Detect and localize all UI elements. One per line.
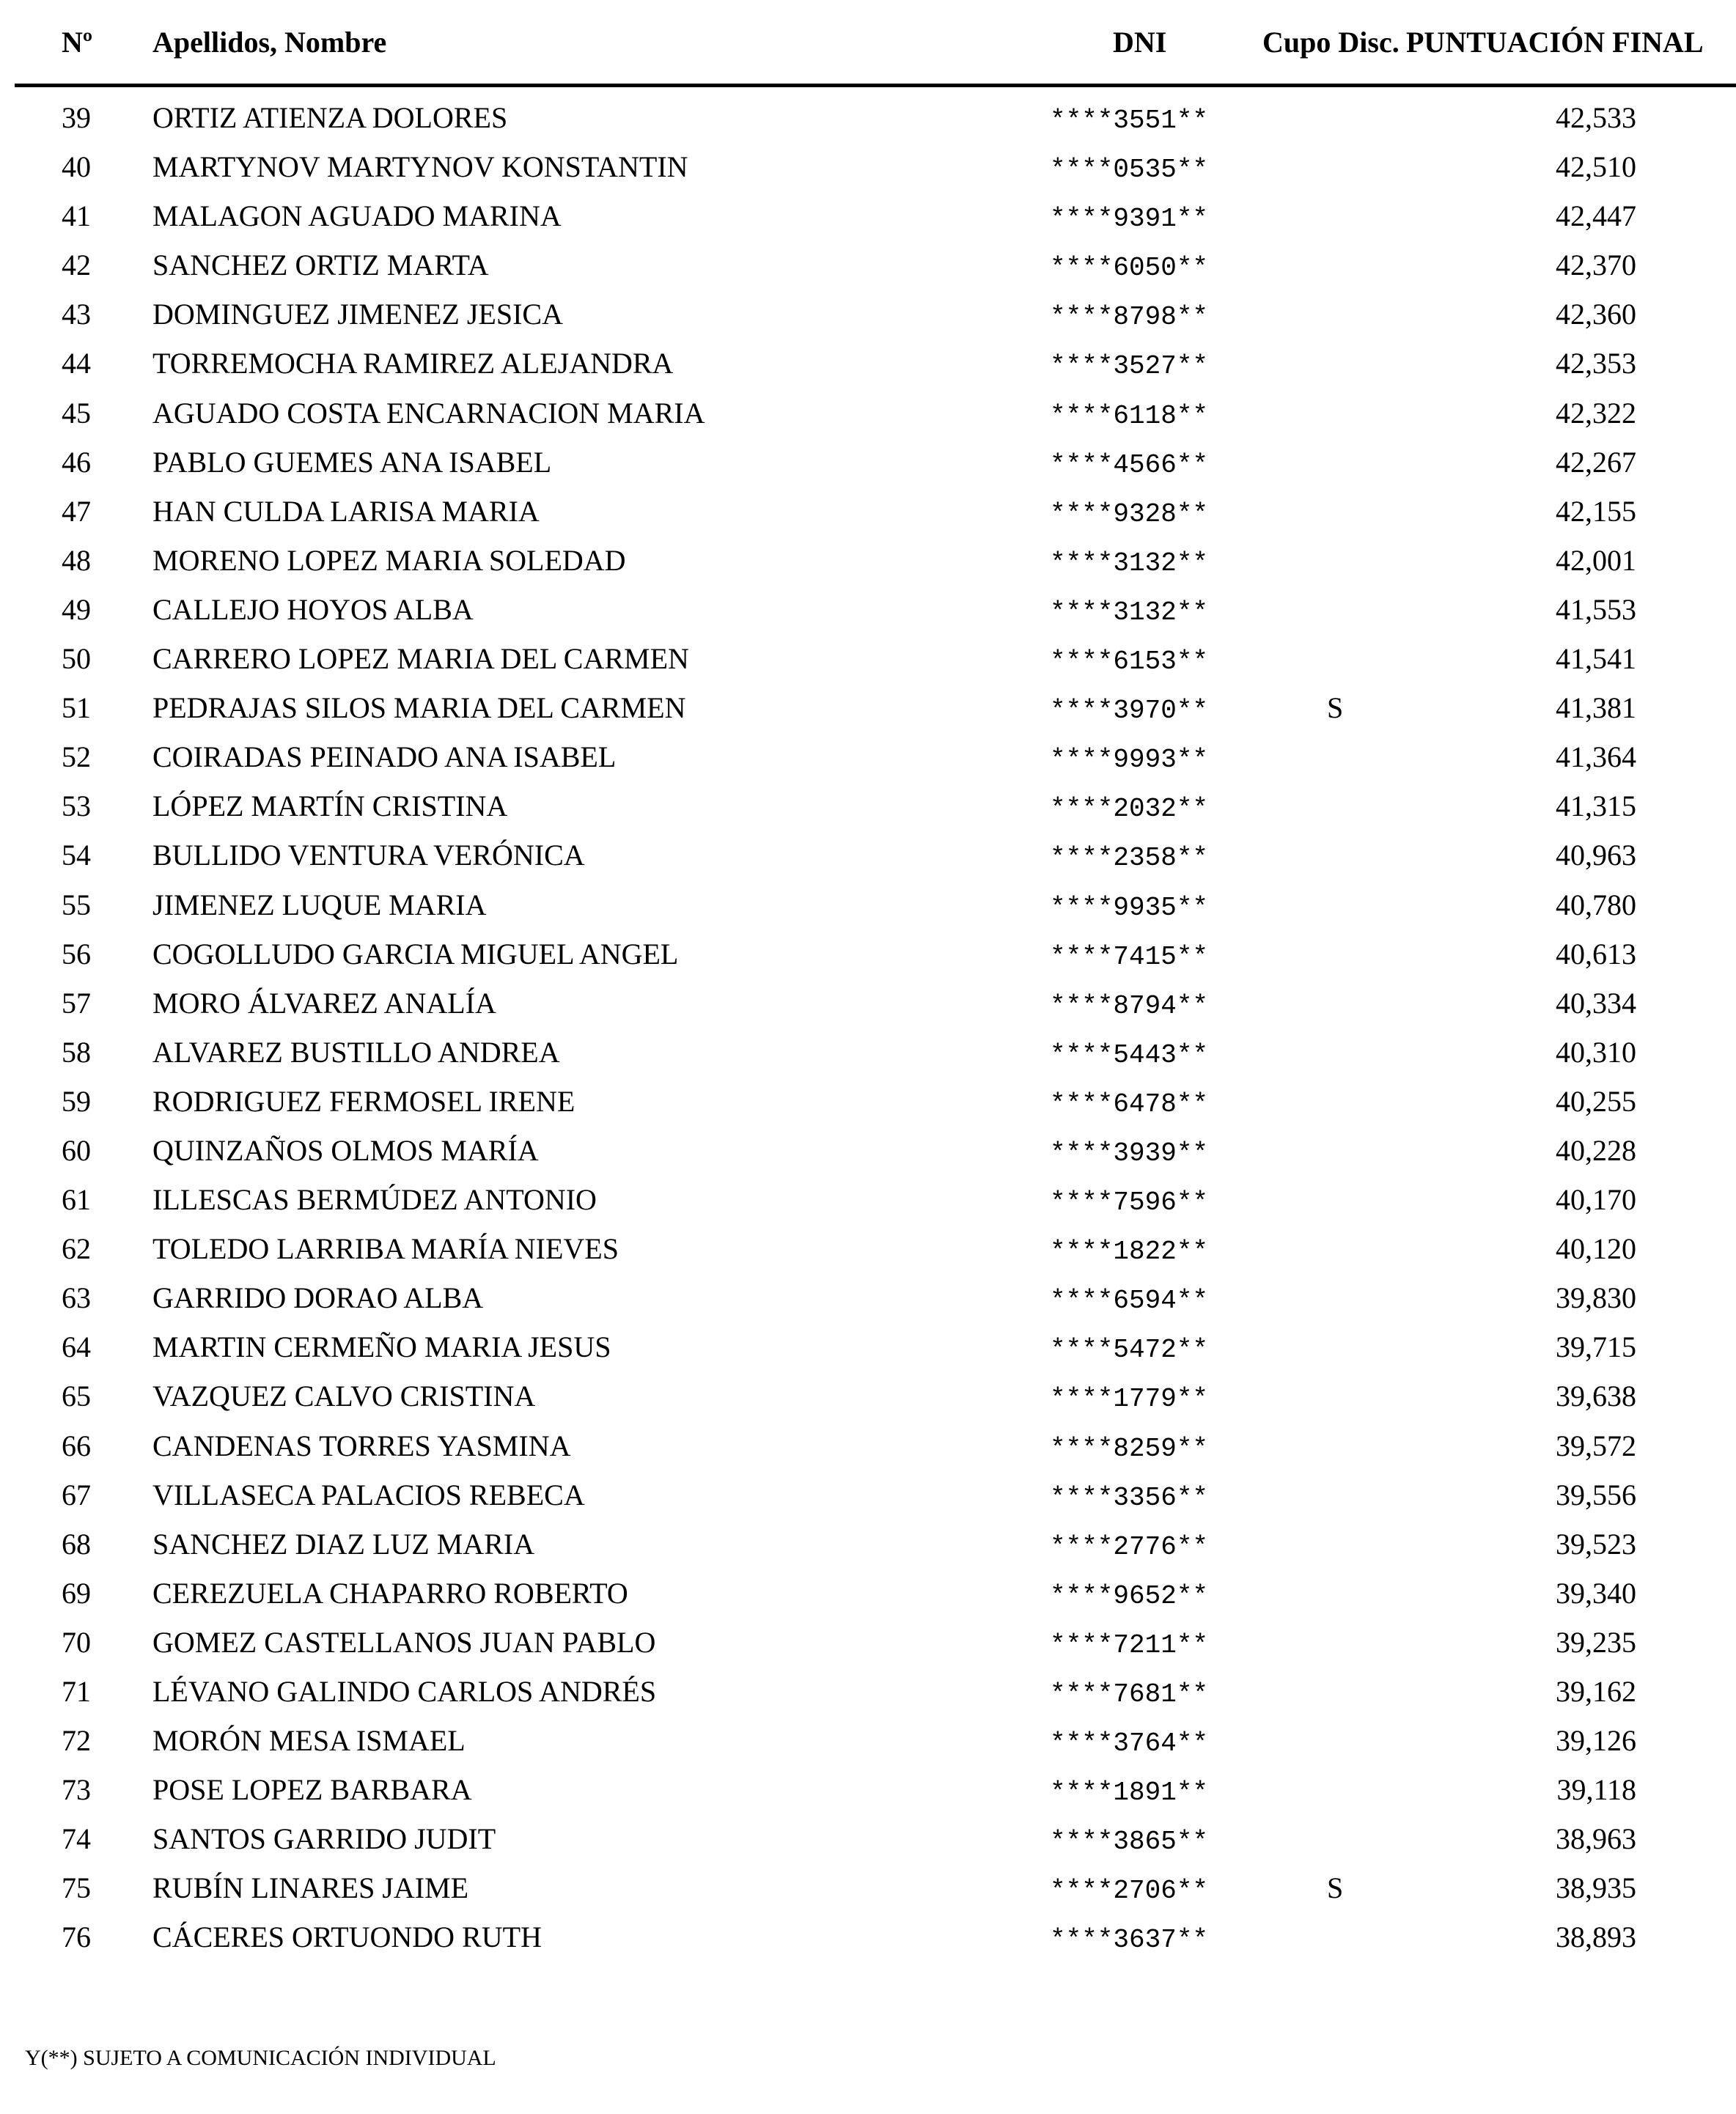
table-row xyxy=(0,1473,1736,1522)
row-number: 58 xyxy=(62,1035,91,1069)
row-name: MALAGON AGUADO MARINA xyxy=(152,199,562,233)
table-row xyxy=(0,1031,1736,1080)
row-puntuacion: 40,963 xyxy=(1556,839,1636,872)
row-puntuacion: 40,120 xyxy=(1556,1232,1636,1266)
row-puntuacion: 42,447 xyxy=(1556,199,1636,233)
table-row xyxy=(0,883,1736,932)
row-number: 42 xyxy=(62,248,91,282)
row-puntuacion: 39,118 xyxy=(1556,1773,1636,1807)
table-row xyxy=(0,637,1736,686)
row-number: 47 xyxy=(62,494,91,528)
row-dni: ****7681** xyxy=(1050,1679,1209,1709)
table-row xyxy=(0,1522,1736,1572)
row-name: VAZQUEZ CALVO CRISTINA xyxy=(152,1380,536,1413)
table-row xyxy=(0,1866,1736,1915)
row-name: MORO ÁLVAREZ ANALÍA xyxy=(152,986,496,1020)
row-name: AGUADO COSTA ENCARNACION MARIA xyxy=(152,396,705,430)
row-number: 61 xyxy=(62,1183,91,1217)
row-dni: ****1822** xyxy=(1050,1237,1209,1267)
row-dni: ****3637** xyxy=(1050,1925,1209,1956)
header-divider xyxy=(15,84,1736,87)
row-puntuacion: 40,310 xyxy=(1556,1035,1636,1069)
row-puntuacion: 42,360 xyxy=(1556,298,1636,331)
table-row xyxy=(0,391,1736,441)
row-name: RUBÍN LINARES JAIME xyxy=(152,1871,469,1905)
row-puntuacion: 42,267 xyxy=(1556,445,1636,479)
table-row xyxy=(0,1572,1736,1621)
row-number: 53 xyxy=(62,789,91,823)
row-name: HAN CULDA LARISA MARIA xyxy=(152,494,540,528)
table-row xyxy=(0,735,1736,784)
row-puntuacion: 42,155 xyxy=(1556,494,1636,528)
table-row xyxy=(0,490,1736,539)
table-row xyxy=(0,1080,1736,1129)
table-row xyxy=(0,342,1736,391)
row-name: SANTOS GARRIDO JUDIT xyxy=(152,1822,496,1856)
row-number: 49 xyxy=(62,592,91,626)
row-puntuacion: 40,613 xyxy=(1556,937,1636,971)
row-name: ILLESCAS BERMÚDEZ ANTONIO xyxy=(152,1183,597,1217)
table-row xyxy=(0,1276,1736,1325)
table-row xyxy=(0,292,1736,342)
table-row xyxy=(0,1768,1736,1817)
table-row xyxy=(0,1374,1736,1424)
row-puntuacion: 40,170 xyxy=(1556,1183,1636,1217)
row-puntuacion: 40,228 xyxy=(1556,1133,1636,1167)
row-number: 70 xyxy=(62,1625,91,1659)
row-dni: ****9935** xyxy=(1050,892,1209,923)
row-number: 64 xyxy=(62,1330,91,1364)
header-name: Apellidos, Nombre xyxy=(152,26,387,59)
row-name: MARTIN CERMEÑO MARIA JESUS xyxy=(152,1330,611,1364)
row-name: PABLO GUEMES ANA ISABEL xyxy=(152,445,552,479)
table-row xyxy=(0,932,1736,982)
row-dni: ****7415** xyxy=(1050,941,1209,972)
row-puntuacion: 39,235 xyxy=(1556,1625,1636,1659)
row-number: 63 xyxy=(62,1281,91,1315)
row-name: CARRERO LOPEZ MARIA DEL CARMEN xyxy=(152,642,689,676)
row-puntuacion: 39,126 xyxy=(1556,1724,1636,1758)
row-puntuacion: 38,893 xyxy=(1556,1920,1636,1954)
table-body xyxy=(0,96,1736,1965)
row-puntuacion: 38,963 xyxy=(1556,1822,1636,1856)
row-number: 76 xyxy=(62,1920,91,1954)
row-dni: ****2776** xyxy=(1050,1531,1209,1562)
row-number: 39 xyxy=(62,101,91,134)
header-number: Nº xyxy=(62,26,93,59)
table-row xyxy=(0,539,1736,588)
row-name: TOLEDO LARRIBA MARÍA NIEVES xyxy=(152,1232,619,1266)
row-name: VILLASECA PALACIOS REBECA xyxy=(152,1478,585,1511)
row-name: ALVAREZ BUSTILLO ANDREA xyxy=(152,1035,560,1069)
row-puntuacion: 39,715 xyxy=(1556,1330,1636,1364)
row-puntuacion: 39,340 xyxy=(1556,1576,1636,1610)
row-number: 60 xyxy=(62,1133,91,1167)
row-number: 67 xyxy=(62,1478,91,1511)
table-row xyxy=(0,1817,1736,1866)
table-row xyxy=(0,1670,1736,1719)
table-row xyxy=(0,833,1736,883)
row-puntuacion: 39,830 xyxy=(1556,1281,1636,1315)
row-dni: ****8794** xyxy=(1050,990,1209,1021)
row-dni: ****2358** xyxy=(1050,843,1209,874)
row-name: GARRIDO DORAO ALBA xyxy=(152,1281,484,1315)
row-name: LÉVANO GALINDO CARLOS ANDRÉS xyxy=(152,1675,657,1708)
row-number: 54 xyxy=(62,839,91,872)
row-dni: ****2032** xyxy=(1050,794,1209,825)
row-dni: ****9328** xyxy=(1050,498,1209,529)
row-name: TORREMOCHA RAMIREZ ALEJANDRA xyxy=(152,347,674,380)
row-name: CANDENAS TORRES YASMINA xyxy=(152,1429,571,1462)
row-number: 71 xyxy=(62,1675,91,1708)
row-dni: ****3551** xyxy=(1050,106,1209,136)
row-number: 62 xyxy=(62,1232,91,1266)
row-name: SANCHEZ DIAZ LUZ MARIA xyxy=(152,1527,535,1561)
row-dni: ****3970** xyxy=(1050,696,1209,726)
row-puntuacion: 42,322 xyxy=(1556,396,1636,430)
row-number: 59 xyxy=(62,1084,91,1118)
table-row xyxy=(0,1424,1736,1473)
row-dni: ****5472** xyxy=(1050,1335,1209,1366)
row-dni: ****3132** xyxy=(1050,548,1209,578)
row-dni: ****9391** xyxy=(1050,204,1209,235)
row-dni: ****3356** xyxy=(1050,1482,1209,1513)
row-dni: ****3132** xyxy=(1050,597,1209,627)
row-puntuacion: 42,370 xyxy=(1556,248,1636,282)
row-number: 50 xyxy=(62,642,91,676)
row-number: 75 xyxy=(62,1871,91,1905)
table-row xyxy=(0,1915,1736,1964)
row-dni: ****2706** xyxy=(1050,1876,1209,1907)
row-dni: ****0535** xyxy=(1050,155,1209,185)
row-number: 57 xyxy=(62,986,91,1020)
row-dni: ****5443** xyxy=(1050,1039,1209,1070)
row-dni: ****1779** xyxy=(1050,1384,1209,1415)
table-row xyxy=(0,784,1736,833)
row-puntuacion: 39,572 xyxy=(1556,1429,1636,1462)
row-name: MARTYNOV MARTYNOV KONSTANTIN xyxy=(152,150,688,184)
row-number: 41 xyxy=(62,199,91,233)
row-name: GOMEZ CASTELLANOS JUAN PABLO xyxy=(152,1625,656,1659)
row-dni: ****6050** xyxy=(1050,253,1209,284)
row-name: CEREZUELA CHAPARRO ROBERTO xyxy=(152,1576,628,1610)
table-row xyxy=(0,145,1736,194)
row-number: 74 xyxy=(62,1822,91,1856)
table-row xyxy=(0,982,1736,1031)
table-row xyxy=(0,1719,1736,1768)
row-dni: ****6153** xyxy=(1050,647,1209,677)
row-puntuacion: 42,001 xyxy=(1556,543,1636,577)
row-number: 51 xyxy=(62,691,91,725)
row-dni: ****3527** xyxy=(1050,351,1209,382)
row-puntuacion: 41,553 xyxy=(1556,592,1636,626)
table-header xyxy=(0,0,1736,86)
row-puntuacion: 39,556 xyxy=(1556,1478,1636,1511)
row-name: PEDRAJAS SILOS MARIA DEL CARMEN xyxy=(152,691,686,725)
row-dni: ****1891** xyxy=(1050,1778,1209,1808)
table-row xyxy=(0,1227,1736,1276)
row-name: POSE LOPEZ BARBARA xyxy=(152,1773,472,1807)
row-number: 44 xyxy=(62,347,91,380)
row-number: 43 xyxy=(62,298,91,331)
row-dni: ****3939** xyxy=(1050,1138,1209,1168)
table-row xyxy=(0,441,1736,490)
table-row xyxy=(0,243,1736,292)
row-dni: ****9993** xyxy=(1050,745,1209,776)
row-puntuacion: 40,334 xyxy=(1556,986,1636,1020)
row-name: LÓPEZ MARTÍN CRISTINA xyxy=(152,789,508,823)
row-name: SANCHEZ ORTIZ MARTA xyxy=(152,248,489,282)
row-name: JIMENEZ LUQUE MARIA xyxy=(152,888,487,921)
row-dni: ****9652** xyxy=(1050,1580,1209,1611)
row-name: CALLEJO HOYOS ALBA xyxy=(152,592,474,626)
table-row xyxy=(0,1621,1736,1670)
table-row xyxy=(0,1325,1736,1374)
row-dni: ****8259** xyxy=(1050,1433,1209,1464)
row-name: MORENO LOPEZ MARIA SOLEDAD xyxy=(152,543,626,577)
row-puntuacion: 41,364 xyxy=(1556,740,1636,774)
row-puntuacion: 41,315 xyxy=(1556,789,1636,823)
table-row xyxy=(0,96,1736,145)
row-puntuacion: 41,381 xyxy=(1556,691,1636,725)
table-row xyxy=(0,588,1736,637)
row-number: 55 xyxy=(62,888,91,921)
row-name: QUINZAÑOS OLMOS MARÍA xyxy=(152,1133,539,1167)
row-number: 68 xyxy=(62,1527,91,1561)
row-dni: ****3865** xyxy=(1050,1827,1209,1857)
row-number: 52 xyxy=(62,740,91,774)
row-puntuacion: 41,541 xyxy=(1556,642,1636,676)
row-puntuacion: 39,523 xyxy=(1556,1527,1636,1561)
row-dni: ****4566** xyxy=(1050,449,1209,480)
row-name: ORTIZ ATIENZA DOLORES xyxy=(152,101,508,134)
row-dni: ****6594** xyxy=(1050,1286,1209,1316)
row-dni: ****7211** xyxy=(1050,1629,1209,1660)
table-row xyxy=(0,194,1736,243)
row-name: DOMINGUEZ JIMENEZ JESICA xyxy=(152,298,563,331)
row-name: COGOLLUDO GARCIA MIGUEL ANGEL xyxy=(152,937,679,971)
row-puntuacion: 40,780 xyxy=(1556,888,1636,921)
row-number: 56 xyxy=(62,937,91,971)
table-row xyxy=(0,1178,1736,1227)
row-dni: ****3764** xyxy=(1050,1728,1209,1759)
row-number: 73 xyxy=(62,1773,91,1807)
row-cupo-disc: S xyxy=(1327,1871,1344,1905)
row-dni: ****7596** xyxy=(1050,1187,1209,1218)
row-name: MORÓN MESA ISMAEL xyxy=(152,1724,466,1758)
row-number: 69 xyxy=(62,1576,91,1610)
row-puntuacion: 42,533 xyxy=(1556,101,1636,134)
row-puntuacion: 40,255 xyxy=(1556,1084,1636,1118)
row-number: 72 xyxy=(62,1724,91,1758)
header-puntuacion-final: PUNTUACIÓN FINAL xyxy=(1406,26,1704,59)
row-cupo-disc: S xyxy=(1327,691,1344,725)
row-name: CÁCERES ORTUONDO RUTH xyxy=(152,1920,542,1954)
row-puntuacion: 39,162 xyxy=(1556,1675,1636,1708)
row-name: BULLIDO VENTURA VERÓNICA xyxy=(152,839,585,872)
row-puntuacion: 38,935 xyxy=(1556,1871,1636,1905)
row-name: RODRIGUEZ FERMOSEL IRENE xyxy=(152,1084,575,1118)
header-dni: DNI xyxy=(1113,26,1167,59)
row-number: 45 xyxy=(62,396,91,430)
row-number: 66 xyxy=(62,1429,91,1462)
row-dni: ****6478** xyxy=(1050,1089,1209,1119)
table-row xyxy=(0,1129,1736,1178)
row-number: 48 xyxy=(62,543,91,577)
row-number: 65 xyxy=(62,1380,91,1413)
row-name: COIRADAS PEINADO ANA ISABEL xyxy=(152,740,617,774)
row-dni: ****6118** xyxy=(1050,400,1209,431)
row-number: 46 xyxy=(62,445,91,479)
row-puntuacion: 42,510 xyxy=(1556,150,1636,184)
row-number: 40 xyxy=(62,150,91,184)
table-row xyxy=(0,686,1736,735)
row-puntuacion: 42,353 xyxy=(1556,347,1636,380)
header-cupo-disc: Cupo Disc. xyxy=(1262,26,1400,59)
footer-note: Y(**) SUJETO A COMUNICACIÓN INDIVIDUAL xyxy=(25,2046,496,2070)
row-puntuacion: 39,638 xyxy=(1556,1380,1636,1413)
row-dni: ****8798** xyxy=(1050,302,1209,333)
